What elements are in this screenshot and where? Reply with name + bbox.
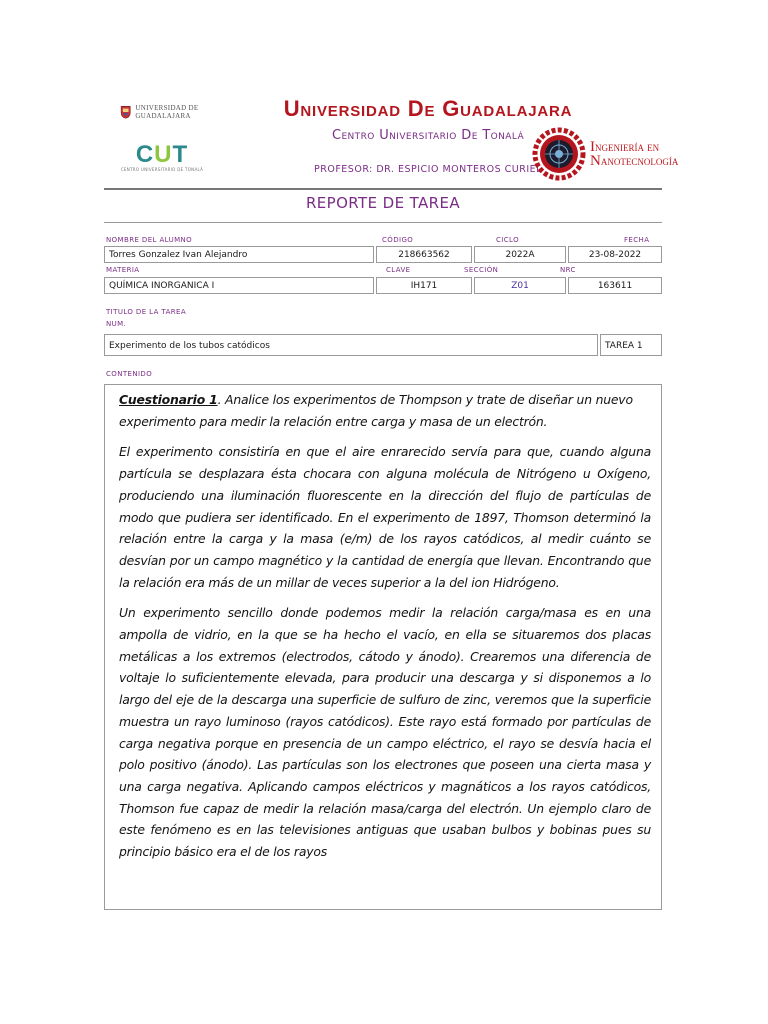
subject-field: QUÍMICA INORGANICA I bbox=[104, 277, 374, 294]
question-text: . Analice los experimentos de Thompson y trate de diseñar un nuevo experimento para medir la relación entre carga y masa de un electrón. bbox=[119, 392, 633, 429]
label-cycle: CICLO bbox=[496, 236, 519, 244]
udg-seal-icon bbox=[120, 100, 131, 124]
label-code: CÓDIGO bbox=[382, 236, 414, 244]
report-title-divider bbox=[104, 222, 662, 223]
section-field: Z01 bbox=[474, 277, 566, 294]
nrc-field: 163611 bbox=[568, 277, 662, 294]
label-section: SECCIÓN bbox=[464, 266, 499, 274]
gear-emblem-icon bbox=[532, 127, 586, 181]
university-title: Universidad De Guadalajara bbox=[283, 96, 573, 121]
label-nrc: NRC bbox=[560, 266, 576, 274]
cycle-field: 2022A bbox=[474, 246, 566, 263]
label-key: CLAVE bbox=[386, 266, 411, 274]
content-box bbox=[104, 384, 662, 910]
question-paragraph bbox=[119, 389, 651, 432]
label-num: NUM. bbox=[106, 320, 127, 328]
professor-name: PROFESOR: DR. ESPICIO MONTEROS CURIEL bbox=[314, 164, 542, 175]
nanotech-logo-text: Ingeniería en Nanotecnología bbox=[590, 139, 679, 169]
udg-logo-text: UNIVERSIDAD DE GUADALAJARA bbox=[135, 104, 199, 120]
label-content: CONTENIDO bbox=[106, 370, 153, 378]
cut-logo bbox=[120, 136, 204, 178]
student-name-field: Torres Gonzalez Ivan Alejandro bbox=[104, 246, 374, 263]
udg-logo bbox=[120, 92, 204, 132]
report-title: REPORTE DE TAREA bbox=[305, 194, 461, 212]
task-number-field: TAREA 1 bbox=[600, 334, 662, 356]
header-divider bbox=[104, 188, 662, 190]
question-label: Cuestionario 1 bbox=[119, 392, 218, 407]
label-date: FECHA bbox=[624, 236, 650, 244]
label-subject: MATERIA bbox=[106, 266, 140, 274]
nanotech-logo bbox=[532, 124, 692, 184]
label-student: NOMBRE DEL ALUMNO bbox=[106, 236, 193, 244]
key-field: IH171 bbox=[376, 277, 472, 294]
center-name: Centro Universitario De Tonalá bbox=[331, 128, 525, 143]
cut-logo-word: CUT bbox=[135, 140, 189, 168]
cut-logo-subtitle: CENTRO UNIVERSITARIO DE TONALÁ bbox=[120, 166, 204, 172]
code-field: 218663562 bbox=[376, 246, 472, 263]
answer-paragraph-1: El experimento consistiría en que el aire enrarecido servía para que, cuando alguna partícula se desplazara ésta chocara con alguna molécula de Nitrógeno u Oxígeno, produciendo una iluminación fluorescente en la dirección del flujo de partículas de modo que pudiera ser identificado. En el experimento de 1897, Thomson determinó la relación entre la carga y la masa (e/m) de los rayos catódicos, al medir cuánto se desvían por un campo magnético y la cantidad de energía que llevan. Encontrando que la relación era más de un millar de veces superior a la del ion Hidrógeno. bbox=[119, 444, 651, 590]
label-task-title: TITULO DE LA TAREA bbox=[106, 308, 187, 316]
date-field: 23-08-2022 bbox=[568, 246, 662, 263]
task-title-field: Experimento de los tubos catódicos bbox=[104, 334, 598, 356]
answer-paragraph-2: Un experimento sencillo donde podemos medir la relación carga/masa es en una ampolla de vidrio, en la que se ha hecho el vacío, en ella se situaremos dos placas metálicas a los extremos (electrodos, cátodo y ánodo). Crearemos una diferencia de voltaje lo suficientemente elevada, para producir una descarga y si disponemos a lo largo del eje de la descarga una superficie de sulfuro de zinc, veremos que la superficie muestra un rayo luminoso (rayos catódicos). Este rayo está formado por partículas de carga negativa porque en presencia de un campo eléctrico, el rayo se desvía hacia el polo positivo (ánodo). Las partículas son los electrones que poseen una cierta masa y una carga negativa. Aplicando campos eléctricos y magnáticos a los rayos catódicos, Thomson fue capaz de medir la relación masa/carga del electrón. Un ejemplo claro de este fenómeno es en las televisiones antiguas que usaban bulbos y bobinas pues su principio básico era el de los rayos bbox=[119, 605, 651, 860]
